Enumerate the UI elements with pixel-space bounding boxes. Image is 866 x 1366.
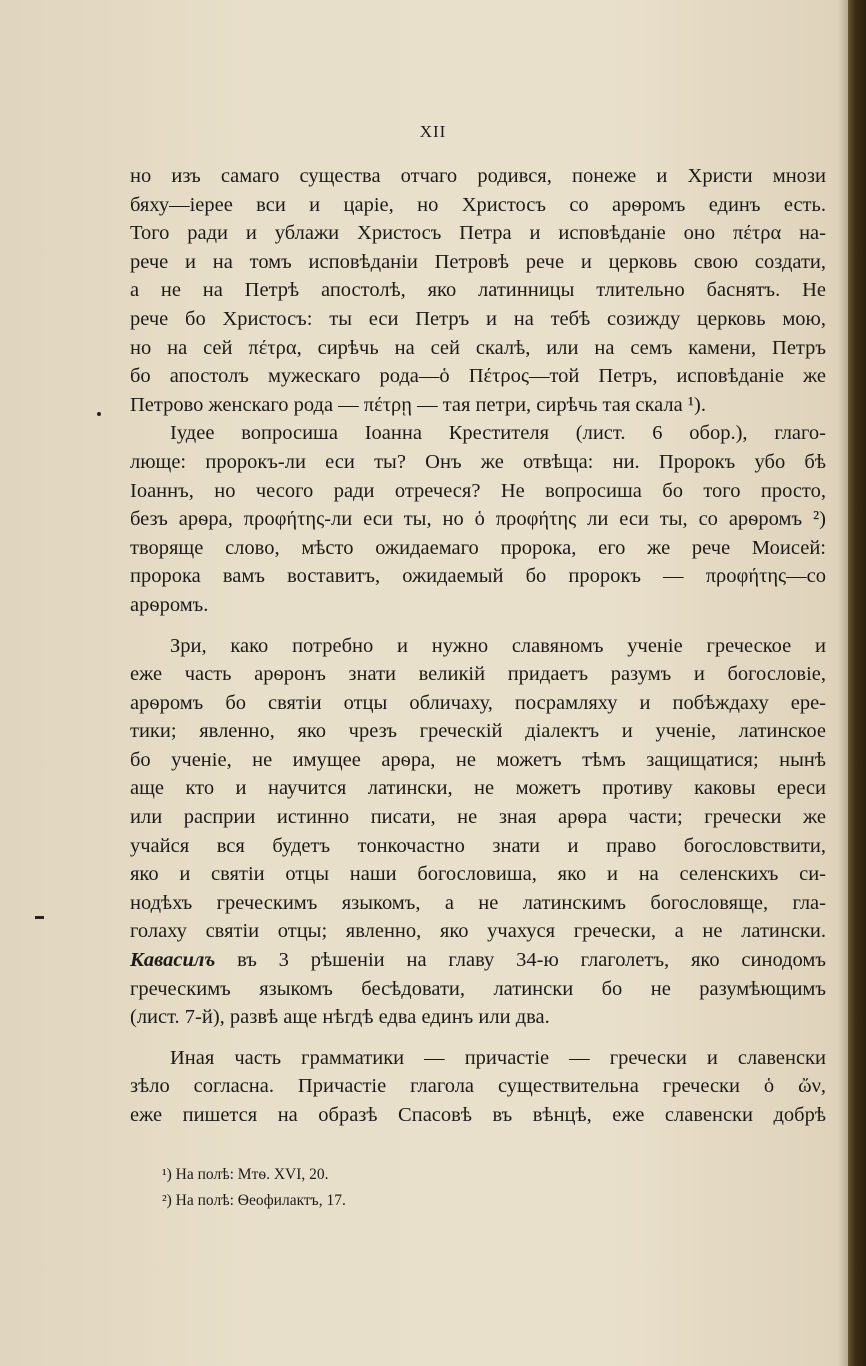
text-line: еже пишется на образѣ Спасовѣ въ вѣнцѣ, еже славенски добрѣ	[130, 1104, 826, 1126]
margin-mark	[97, 412, 101, 416]
text-line: люще: пророкъ-ли еси ты? Онъ же отвѣща: ни. Пророкъ убо бѣ	[130, 450, 826, 473]
text-line: еже часть арѳронъ знати великій придаетъ разумъ и богословіе,	[130, 663, 826, 686]
text-line: рече бо Христосъ: ты еси Петръ и на тебѣ созижду церковь мою,	[130, 307, 826, 330]
text-line: творяще слово, мѣсто ожидаемаго пророка, его же рече Моисей:	[130, 536, 826, 559]
italic-name: Кавасилъ	[130, 949, 216, 972]
text-line	[130, 946, 826, 975]
footnotes	[162, 1162, 762, 1214]
footnote: ¹) На полѣ: Мтѳ. XVI, 20.	[162, 1166, 329, 1183]
text-line: (лист. 7-й), развѣ аще нѣгдѣ едва единъ или два.	[130, 1006, 550, 1029]
text-line: а не на Петрѣ апостолѣ, яко латинницы тлительно баснятъ. Не	[130, 279, 826, 302]
text-line: безъ арѳра, προφήτης-ли еси ты, но ὁ προφήτης ли еси ты, со арѳромъ ²)	[130, 508, 826, 531]
text-line: рече и на томъ исповѣданіи Петровѣ рече и церковь свою создати,	[130, 250, 826, 273]
page-number: XII	[419, 122, 447, 141]
text-line: Іоаннъ, но чесого ради отречеся? Не вопросиша бо того просто,	[130, 479, 826, 502]
text-line: Петрово женскаго рода — πέτρῃ — тая петри, сирѣчь тая скала ¹).	[130, 393, 706, 416]
text-line: Иная часть грамматики — причастіе — гречески и славенски	[170, 1046, 826, 1069]
margin-mark	[35, 916, 44, 919]
text-line: но на сей πέτρα, сирѣчь на сей скалѣ, или на семъ камени, Петръ	[130, 336, 826, 359]
text-line: пророка вамъ воставитъ, ожидаемый бо пророкъ — προφήτης—со	[130, 565, 826, 588]
text-line: греческимъ языкомъ бесѣдовати, латински бо не разумѣющимъ	[130, 977, 826, 1000]
text-line: или расприи истинно писати, не зная арѳра части; гречески же	[130, 806, 826, 829]
text-line: нодѣхъ греческимъ языкомъ, а не латинскимъ богословяще, гла-	[130, 891, 826, 914]
text-line: арѳромъ бо святіи отцы обличаху, посрамляху и побѣждаху ере-	[130, 691, 826, 714]
text-line: тики; явленно, яко чрезъ греческій діалектъ и ученіе, латинское	[130, 720, 826, 743]
text-line-rest: въ 3 рѣшеніи на главу 34-ю глаголетъ, яко синодомъ	[237, 949, 826, 972]
text-line: аще кто и научится латински, не можетъ противу каковы ереси	[130, 777, 826, 800]
text-line: Іудее вопросиша Іоанна Крестителя (лист. 6 обор.), глаго-	[170, 422, 826, 445]
text-line: зѣло согласна. Причастіе глагола существительна гречески ὁ ὤν,	[130, 1075, 826, 1098]
text-line: голаху святіи отцы; явленно, яко учахуся гречески, а не латински.	[130, 920, 826, 943]
text-line: бо ученіе, не имущее арѳра, не можетъ тѣмъ защищатися; нынѣ	[130, 748, 826, 771]
text-line: яко и святіи отцы наши богословиша, яко и на селенскихъ си-	[130, 863, 826, 886]
text-line: бо апостолъ мужескаго рода—ὁ Πέτρος—той Петръ, исповѣданіе же	[130, 365, 826, 388]
binding-shadow	[838, 0, 848, 1366]
body-text	[130, 162, 826, 1130]
text-line: арѳромъ.	[130, 593, 209, 616]
text-line: Того ради и ублажи Христосъ Петра и исповѣданіе оно πέτρα на-	[130, 222, 826, 245]
text-line: бяху—іерее вси и царіе, но Христосъ со арѳромъ единъ есть.	[130, 193, 826, 216]
text-line: учайся вся будетъ тонкочастно знати и право богословствити,	[130, 834, 826, 857]
text-line: но изъ самаго существа отчаго родився, понеже и Христи мнози	[130, 165, 826, 187]
page-edge	[848, 0, 866, 1366]
footnote: ²) На полѣ: Ѳеофилактъ, 17.	[162, 1192, 346, 1209]
text-line: Зри, како потребно и нужно славяномъ ученіе греческое и	[170, 634, 826, 657]
